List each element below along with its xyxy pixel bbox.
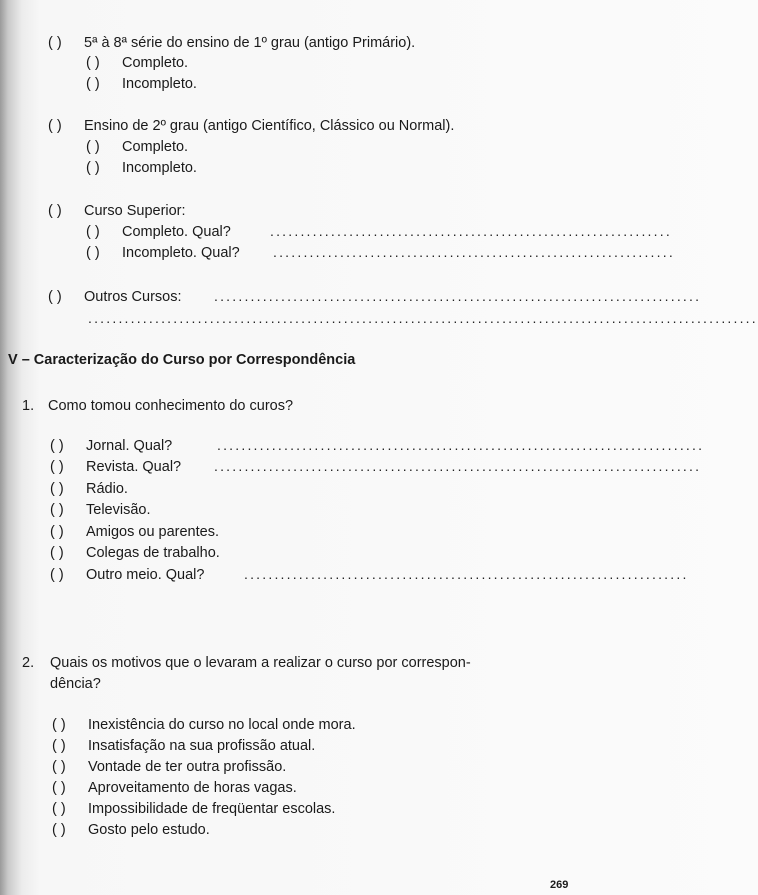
option-label: Gosto pelo estudo. (88, 822, 210, 838)
q2-option-gosto (52, 821, 210, 839)
option-label: Rádio. (86, 481, 128, 497)
q2-option-aproveitamento (52, 779, 297, 797)
option-label: Aproveitamento de horas vagas. (88, 780, 297, 796)
answer-line[interactable]: ......................................................................... (244, 566, 689, 582)
option-label: Impossibilidade de freqüentar escolas. (88, 801, 336, 817)
checkbox[interactable]: ( ) (52, 738, 66, 754)
question-number: 2. (22, 655, 35, 671)
checkbox[interactable]: ( ) (50, 567, 64, 583)
q1-option-jornal (50, 437, 172, 455)
item-label: Completo. Qual? (122, 224, 231, 240)
checkbox[interactable]: ( ) (50, 481, 64, 497)
checkbox[interactable]: ( ) (52, 717, 66, 733)
education-item-1-sub-incomplete (86, 75, 197, 93)
checkbox[interactable]: ( ) (48, 118, 62, 134)
q1-option-outro (50, 566, 204, 584)
answer-line[interactable]: ................................................................................ (214, 288, 702, 304)
item-label: Incompleto. (122, 160, 197, 176)
question-text-line-1: Quais os motivos que o levaram a realizar o curso por correspon- (50, 655, 471, 671)
item-label: Completo. (122, 55, 189, 71)
education-item-2-sub-complete (86, 138, 188, 156)
checkbox[interactable]: ( ) (52, 780, 66, 796)
checkbox[interactable]: ( ) (86, 55, 100, 71)
checkbox[interactable]: ( ) (86, 160, 100, 176)
q2-option-impossibilidade (52, 800, 335, 818)
answer-line[interactable]: ................................................................................ (214, 458, 702, 474)
education-item-1 (48, 34, 415, 52)
option-label: Colegas de trabalho. (86, 545, 220, 561)
checkbox[interactable]: ( ) (52, 801, 66, 817)
q1-option-revista (50, 458, 181, 476)
checkbox[interactable]: ( ) (86, 139, 100, 155)
item-label: Completo. (122, 139, 189, 155)
q1-option-televisao (50, 501, 150, 519)
checkbox[interactable]: ( ) (52, 759, 66, 775)
checkbox[interactable]: ( ) (52, 822, 66, 838)
option-label: Revista. Qual? (86, 459, 182, 475)
answer-line[interactable]: .................................................................. (273, 244, 675, 260)
education-item-4 (48, 288, 182, 306)
q1-option-colegas (50, 544, 220, 562)
checkbox[interactable]: ( ) (50, 524, 64, 540)
item-label: Incompleto. (122, 76, 197, 92)
checkbox[interactable]: ( ) (86, 76, 100, 92)
education-item-3 (48, 202, 186, 220)
checkbox[interactable]: ( ) (86, 224, 100, 240)
answer-line[interactable]: ................................................................................ (217, 437, 705, 453)
q1-option-amigos (50, 523, 219, 541)
option-label: Inexistência do curso no local onde mora. (88, 717, 356, 733)
item-label: Curso Superior: (84, 203, 186, 219)
q2-option-insatisfacao (52, 737, 315, 755)
q1-option-radio (50, 480, 128, 498)
item-label: Ensino de 2º grau (antigo Científico, Clássico ou Normal). (84, 118, 455, 134)
item-label: Outros Cursos: (84, 289, 182, 305)
education-item-2 (48, 117, 454, 135)
checkbox[interactable]: ( ) (50, 502, 64, 518)
question-text: Como tomou conhecimento do curos? (48, 398, 294, 414)
education-item-2-sub-incomplete (86, 159, 197, 177)
question-2 (22, 654, 471, 672)
education-item-3-sub-complete (86, 223, 231, 241)
question-1 (22, 397, 293, 415)
checkbox[interactable]: ( ) (50, 438, 64, 454)
checkbox[interactable]: ( ) (48, 289, 62, 305)
q2-option-vontade (52, 758, 286, 776)
question-number: 1. (22, 398, 35, 414)
education-item-1-sub-complete (86, 54, 188, 72)
education-item-3-sub-incomplete (86, 244, 240, 262)
option-label: Vontade de ter outra profissão. (88, 759, 287, 775)
checkbox[interactable]: ( ) (50, 459, 64, 475)
item-label: 5ª à 8ª série do ensino de 1º grau (antigo Primário). (84, 35, 416, 51)
section-title: V – Caracterização do Curso por Correspondência (8, 352, 356, 368)
checkbox[interactable]: ( ) (86, 245, 100, 261)
option-label: Outro meio. Qual? (86, 567, 205, 583)
option-label: Jornal. Qual? (86, 438, 173, 454)
option-label: Amigos ou parentes. (86, 524, 219, 540)
checkbox[interactable]: ( ) (48, 35, 62, 51)
question-2-continued: dência? (50, 676, 101, 692)
option-label: Insatisfação na sua profissão atual. (88, 738, 316, 754)
answer-line-continued[interactable]: .............................................................................................................. (88, 310, 758, 326)
option-label: Televisão. (86, 502, 151, 518)
item-label: Incompleto. Qual? (122, 245, 240, 261)
checkbox[interactable]: ( ) (50, 545, 64, 561)
checkbox[interactable]: ( ) (48, 203, 62, 219)
q2-option-inexistencia (52, 716, 356, 734)
answer-line[interactable]: .................................................................. (270, 223, 672, 239)
page-number: 269 (550, 879, 569, 891)
